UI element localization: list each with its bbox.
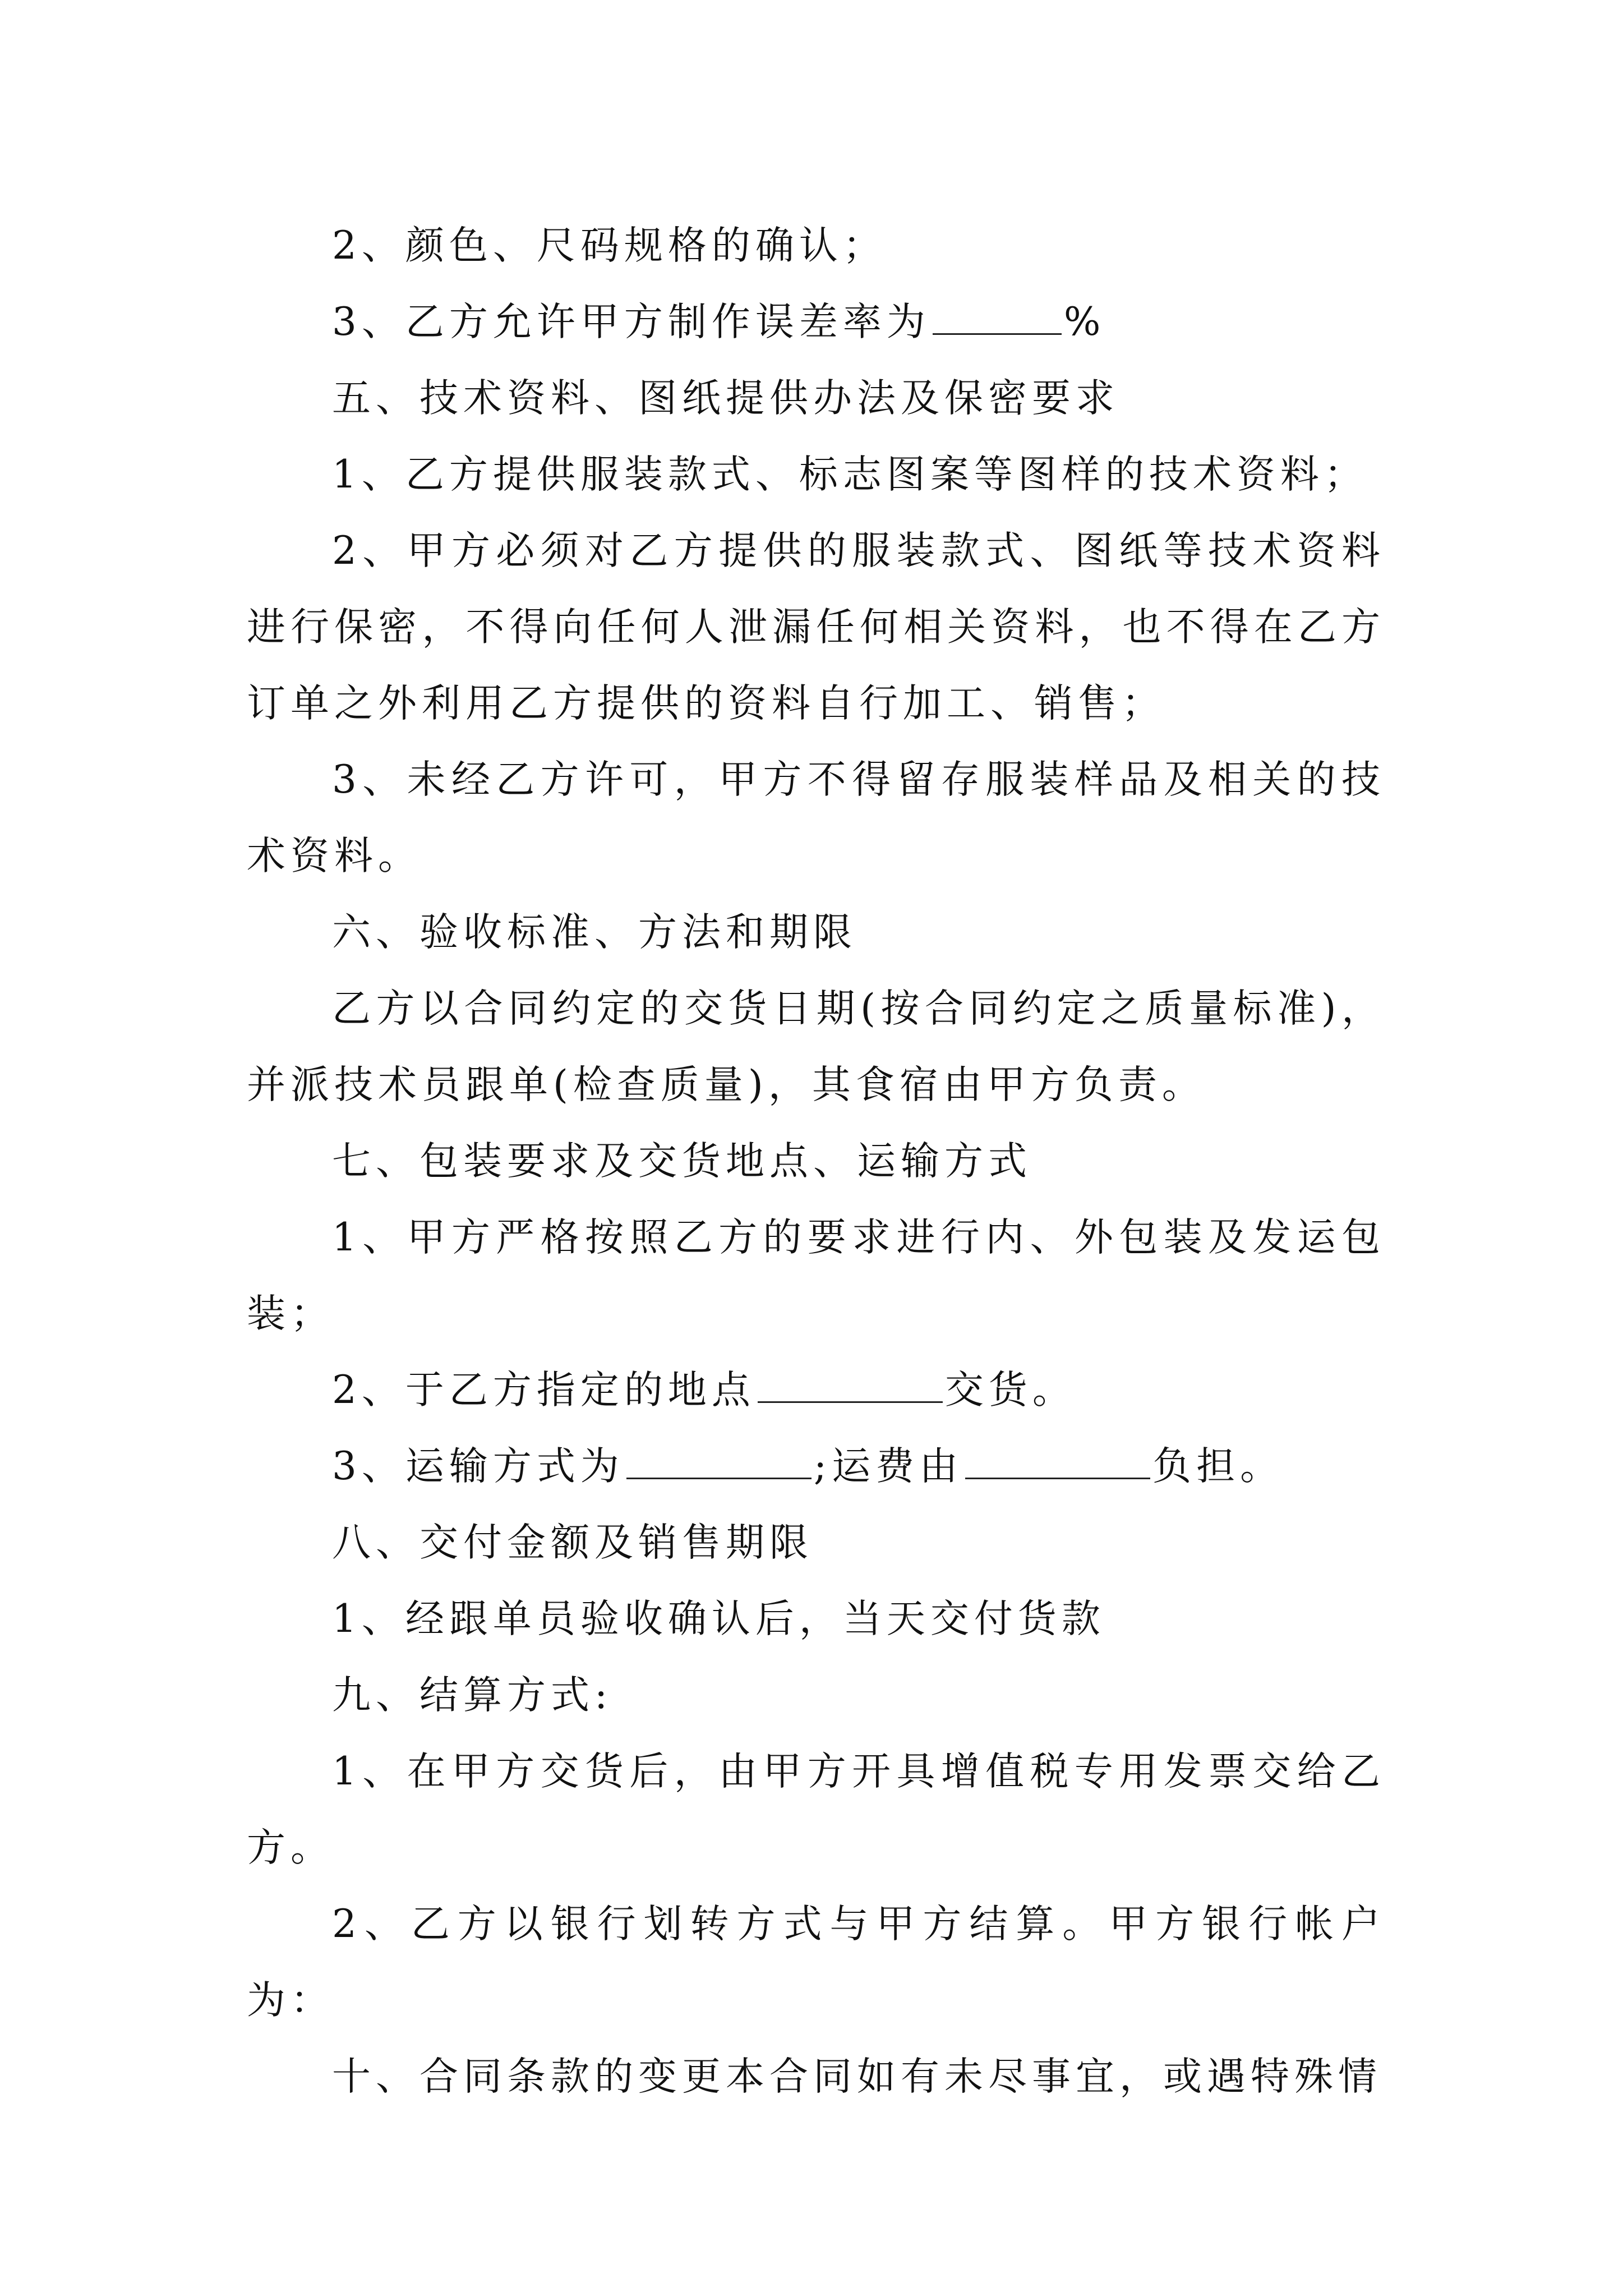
error-rate-label: 3、乙方允许甲方制作误差率为: [332, 300, 930, 344]
paragraph-delivery-location: [247, 1352, 1385, 1428]
paragraph-error-rate: [247, 284, 1385, 360]
error-rate-blank: [933, 300, 1062, 335]
freight-suffix: 负担。: [1152, 1444, 1284, 1489]
paragraph-payment-timing: 1、经跟单员验收确认后，当天交付货款: [332, 1596, 1105, 1641]
section-heading-9: 九、结算方式:: [332, 1673, 613, 1718]
section-heading-5: 五、技术资料、图纸提供办法及保密要求: [332, 376, 1119, 421]
paragraph-no-retain-samples: 3、未经乙方许可，甲方不得留存服装样品及相关的技术资料。: [247, 757, 1385, 878]
paragraph-invoice: 1、在甲方交货后，由甲方开具增值税专用发票交给乙方。: [247, 1749, 1385, 1870]
percent-sign: %: [1063, 300, 1106, 344]
transport-label: 3、运输方式为: [332, 1444, 624, 1489]
freight-label: ;运费由: [813, 1444, 963, 1489]
section-heading-7: 七、包装要求及交货地点、运输方式: [332, 1139, 1032, 1184]
paragraph-confidentiality: 2、甲方必须对乙方提供的服装款式、图纸等技术资料进行保密，不得向任何人泄漏任何相关资料，也不得在乙方订单之外利用乙方提供的资料自行加工、销售；: [247, 528, 1385, 726]
delivery-location-label: 2、于乙方指定的地点: [332, 1368, 755, 1412]
section-heading-10: 十、合同条款的变更本合同如有未尽事宜，或遇特殊情: [332, 2054, 1382, 2099]
paragraph-inspection: 乙方以合同约定的交货日期(按合同约定之质量标准)，并派技术员跟单(检查质量)，其食宿由甲方负责。: [247, 986, 1385, 1107]
transport-method-blank: [626, 1444, 811, 1479]
paragraph-color-size-confirm: 2、颜色、尺码规格的确认；: [332, 223, 887, 268]
paragraph-bank-settlement: 2、乙方以银行划转方式与甲方结算。甲方银行帐户为：: [247, 1902, 1385, 2023]
freight-payer-blank: [965, 1444, 1150, 1479]
document-body: [247, 208, 1385, 2115]
section-heading-8: 八、交付金额及销售期限: [332, 1520, 813, 1565]
paragraph-tech-data-provide: 1、乙方提供服装款式、标志图案等图样的技术资料；: [332, 452, 1368, 497]
section-heading-6: 六、验收标准、方法和期限: [332, 910, 857, 955]
paragraph-packaging: 1、甲方严格按照乙方的要求进行内、外包装及发运包装；: [247, 1215, 1385, 1336]
delivery-suffix: 交货。: [944, 1368, 1076, 1412]
delivery-location-blank: [758, 1368, 943, 1403]
paragraph-transport: [247, 1428, 1385, 1504]
